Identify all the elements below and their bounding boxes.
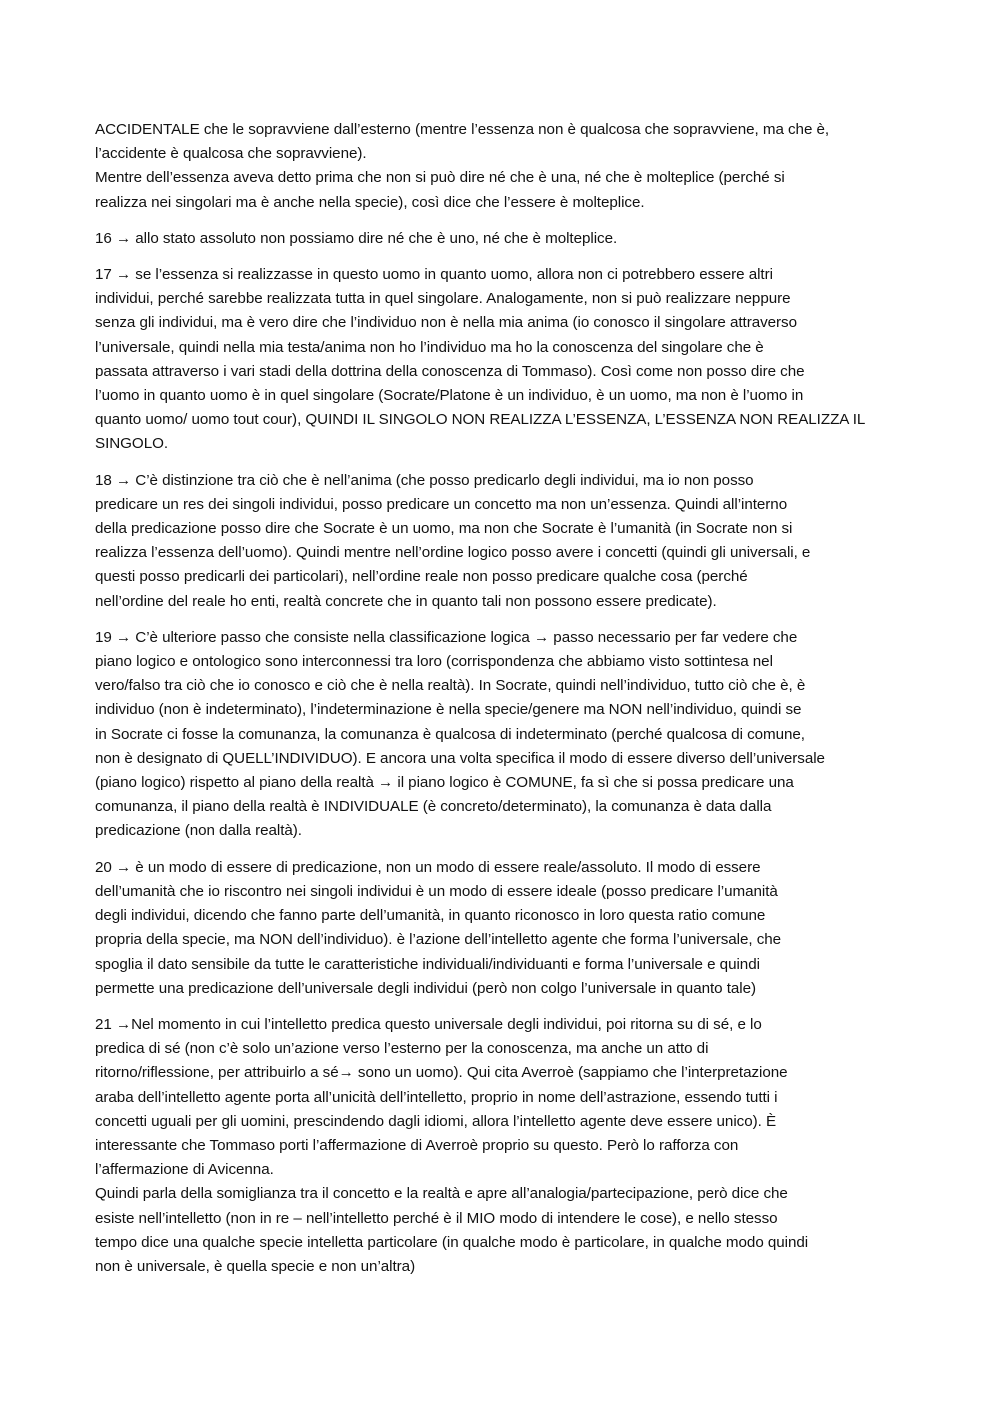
text-line: Mentre dell’essenza aveva detto prima che non si può dire né che è una, né che è molteplice (perché si	[95, 169, 785, 187]
text-line: 21 →Nel momento in cui l’intelletto predica questo universale degli individui, poi ritorna su di sé, e lo	[95, 1015, 762, 1033]
text-line: ritorno/riflessione, per attribuirlo a sé→ sono un uomo). Qui cita Averroè (sappiamo che l’interpretazione	[95, 1064, 788, 1082]
text-line: piano logico e ontologico sono interconnessi tra loro (corrispondenza che abbiamo visto sottintesa nel	[95, 653, 773, 671]
text-line: araba dell’intelletto agente porta all’unicità dell’intelletto, proprio in nome dell’astrazione, essendo tutti i	[95, 1088, 778, 1106]
text-line: realizza nei singolari ma è anche nella specie), così dice che l’essere è molteplice.	[95, 193, 645, 211]
text-line: nell’ordine del reale ho enti, realtà concrete che in quanto tali non possono essere predicate).	[95, 592, 717, 610]
text-line: concetti uguali per gli uomini, prescindendo dagli idiomi, allora l’intelletto agente deve essere unico). È	[95, 1112, 777, 1130]
paragraph	[95, 118, 910, 215]
paragraph	[95, 227, 910, 251]
text-line: 17 → se l’essenza si realizzasse in questo uomo in quanto uomo, allora non ci potrebbero essere altri	[95, 266, 773, 284]
paragraph	[95, 1013, 910, 1279]
text-line: predicazione (non dalla realtà).	[95, 822, 302, 840]
text-line: SINGOLO.	[95, 435, 169, 453]
text-line: l’accidente è qualcosa che sopravviene).	[95, 145, 367, 163]
text-line: passata attraverso i vari stadi della dottrina della conoscenza di Tommaso). Così come non posso dire che	[95, 362, 805, 380]
paragraph	[95, 263, 910, 457]
text-line: interessante che Tommaso porti l’affermazione di Averroè proprio su questo. Però lo rafforza con	[95, 1136, 739, 1154]
text-line: realizza l’essenza dell’uomo). Quindi mentre nell’ordine logico posso avere i concetti (quindi gli universali, e	[95, 544, 811, 562]
text-line: l’uomo in quanto uomo è in quel singolare (Socrate/Platone è un individuo, è un uomo, ma non è l’uomo in	[95, 387, 804, 405]
text-line: esiste nell’intelletto (non in re – nell’intelletto perché è il MIO modo di intendere le cose), e nello stesso	[95, 1209, 778, 1227]
text-line: individuo (non è indeterminato), l’indeterminazione è nella specie/genere ma NON nell’individuo, quindi se	[95, 701, 802, 719]
text-line: quanto uomo/ uomo tout cour), QUINDI IL SINGOLO NON REALIZZA L’ESSENZA, L’ESSENZA NON REALIZZA IL	[95, 411, 866, 429]
text-line: comunanza, il piano della realtà è INDIVIDUALE (è concreto/determinato), la comunanza è data dalla	[95, 798, 772, 816]
text-line: degli individui, dicendo che fanno parte dell’umanità, in quanto riconosco in loro questa ratio comune	[95, 907, 766, 925]
text-line: senza gli individui, ma è vero dire che l’individuo non è nella mia anima (io conosco il singolare attraverso	[95, 314, 797, 332]
text-line: in Socrate ci fosse la comunanza, la comunanza è qualcosa di indeterminato (perché qualcosa di comune,	[95, 725, 805, 743]
text-line: non è universale, è quella specie e non un’altra)	[95, 1257, 416, 1275]
text-line: 16 → allo stato assoluto non possiamo dire né che è uno, né che è molteplice.	[95, 229, 618, 247]
text-line: predica di sé (non c’è solo un’azione verso l’esterno per la conoscenza, ma anche un atto di	[95, 1040, 709, 1058]
text-line: ACCIDENTALE che le sopravviene dall’esterno (mentre l’essenza non è qualcosa che sopravviene, ma che è,	[95, 121, 830, 138]
paragraph	[95, 626, 910, 844]
text-line: individui, perché sarebbe realizzata tutta in quel singolare. Analogamente, non si può realizzare neppure	[95, 290, 791, 308]
paragraph	[95, 469, 910, 614]
text-line: permette una predicazione dell’universale degli individui (però non colgo l’universale in quanto tale)	[95, 979, 757, 997]
paragraph	[95, 856, 910, 1001]
text-line: l’affermazione di Avicenna.	[95, 1161, 274, 1179]
text-line: dell’umanità che io riscontro nei singoli individui è un modo di essere ideale (posso predicare l’umanità	[95, 882, 778, 900]
text-line: (piano logico) rispetto al piano della realtà → il piano logico è COMUNE, fa sì che si possa predicare una	[95, 774, 794, 792]
text-line: predicare un res dei singoli individui, posso predicare un concetto ma non un’essenza. Quindi all’interno	[95, 495, 788, 513]
text-line: l’universale, quindi nella mia testa/anima non ho l’individuo ma ho la conoscenza del singolare che è	[95, 338, 764, 356]
text-line: propria della specie, ma NON dell’individuo). è l’azione dell’intelletto agente che forma l’universale, che	[95, 931, 782, 949]
text-line: Quindi parla della somiglianza tra il concetto e la realtà e apre all’analogia/partecipazione, però dice che	[95, 1185, 788, 1203]
document-body	[95, 118, 910, 1291]
text-line: 18 → C’è distinzione tra ciò che è nell’anima (che posso predicarlo degli individui, ma io non posso	[95, 471, 754, 489]
text-line: questi posso predicarli dei particolari), nell’ordine reale non posso predicare qualche cosa (perché	[95, 568, 748, 586]
text-line: 19 → C’è ulteriore passo che consiste nella classificazione logica → passo necessario per far vedere che	[95, 628, 798, 646]
text-line: vero/falso tra ciò che io conosco e ciò che è nella realtà). In Socrate, quindi nell’individuo, tutto ciò che è, è	[95, 677, 806, 695]
text-line: della predicazione posso dire che Socrate è un uomo, ma non che Socrate è l’umanità (in Socrate non si	[95, 520, 793, 538]
text-line: spoglia il dato sensibile da tutte le caratteristiche individuali/individuanti e forma l’universale e quindi	[95, 955, 760, 973]
text-line: 20 → è un modo di essere di predicazione, non un modo di essere reale/assoluto. Il modo di essere	[95, 858, 761, 876]
text-line: non è designato di QUELL’INDIVIDUO). E ancora una volta specifica il modo di essere diverso dell’universale	[95, 749, 825, 767]
text-line: tempo dice una qualche specie intelletta particolare (in qualche modo è particolare, in qualche modo quindi	[95, 1233, 809, 1251]
